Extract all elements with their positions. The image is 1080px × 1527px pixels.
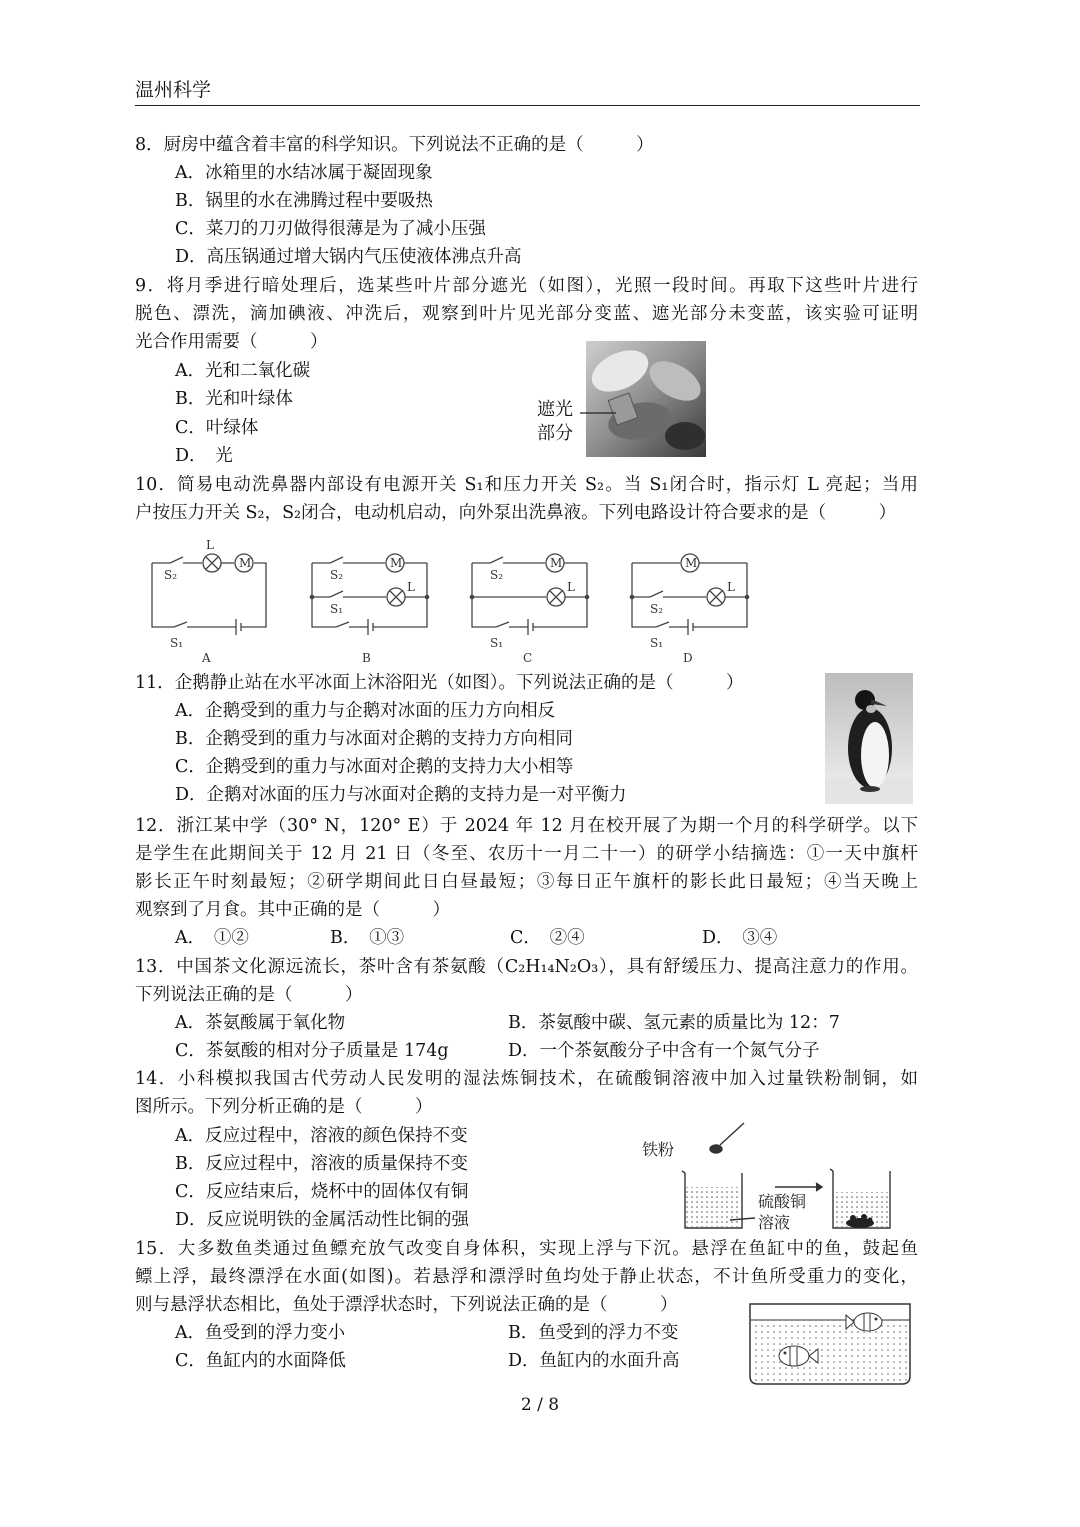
- leaf-photo: [580, 341, 706, 457]
- circuit-a-s2-label: S₂: [164, 568, 178, 582]
- q13-option-a: A．茶氨酸属于氧化物: [175, 1013, 346, 1033]
- circuit-d-caption: D: [683, 651, 693, 665]
- q9-stem-line2: 脱色、漂洗，滴加碘液、冲洗后，观察到叶片见光部分变蓝、遮光部分未变蓝，该实验可证明: [135, 304, 918, 324]
- q15-option-b: B．鱼受到的浮力不变: [508, 1323, 679, 1343]
- circuit-b-lamp-label: L: [407, 580, 415, 594]
- q11-option-d: D．企鹅对冰面的压力与冰面对企鹅的支持力是一对平衡力: [175, 785, 627, 805]
- copper-experiment-figure: [640, 1115, 920, 1240]
- q13-option-d: D．一个茶氨酸分子中含有一个氮气分子: [508, 1041, 820, 1061]
- page-number: 2 / 8: [520, 1395, 560, 1415]
- circuit-d-s1-label: S₁: [650, 636, 664, 650]
- q15-option-a: A．鱼受到的浮力变小: [175, 1323, 346, 1343]
- q8-option-b: B．锅里的水在沸腾过程中要吸热: [175, 191, 433, 211]
- q14-option-b: B．反应过程中，溶液的质量保持不变: [175, 1154, 468, 1174]
- q14-stem-line1: 14．小科模拟我国古代劳动人民发明的湿法炼铜技术，在硫酸铜溶液中加入过量铁粉制铜，如: [135, 1069, 918, 1089]
- circuit-a-caption: A: [202, 651, 211, 665]
- q15-stem-line2: 鳔上浮，最终漂浮在水面(如图)。若悬浮和漂浮时鱼均处于静止状态，不计鱼所受重力的变化，: [135, 1267, 918, 1287]
- circuit-b-s2-label: S₂: [330, 568, 344, 582]
- q11-option-c: C．企鹅受到的重力与冰面对企鹅的支持力大小相等: [175, 757, 574, 777]
- q15-stem-line1: 15．大多数鱼类通过鱼鳔充放气改变自身体积，实现上浮与下沉。悬浮在鱼缸中的鱼，鼓起鱼: [135, 1239, 918, 1259]
- q9-stem-line3: 光合作用需要（ ）: [135, 332, 328, 352]
- circuit-d-lamp-label: L: [727, 580, 735, 594]
- q12-option-c: C． ②④: [510, 928, 585, 948]
- circuit-b-caption: B: [362, 651, 371, 665]
- q11-option-b: B．企鹅受到的重力与冰面对企鹅的支持力方向相同: [175, 729, 573, 749]
- q14-option-d: D．反应说明铁的金属活动性比铜的强: [175, 1210, 470, 1230]
- q15-option-c: C．鱼缸内的水面降低: [175, 1351, 346, 1371]
- q12-stem-line2: 是学生在此期间关于 12 月 21 日（冬至、农历十一月二十一）的研学小结摘选：①一天中旗杆: [135, 844, 918, 864]
- circuit-b-motor-label: M: [390, 556, 403, 570]
- circuit-c-s1-label: S₁: [490, 636, 504, 650]
- q11-stem: 11．企鹅静止站在水平冰面上沐浴阳光（如图）。下列说法正确的是（ ）: [135, 673, 744, 693]
- circuit-c-caption: C: [523, 651, 533, 665]
- q12-stem-line3: 影长正午时刻最短；②研学期间此日白昼最短；③每日正午旗杆的影长此日最短；④当天晚上: [135, 872, 918, 892]
- q14-stem-line2: 图所示。下列分析正确的是（ ）: [135, 1097, 433, 1117]
- q12-option-b: B． ①③: [330, 928, 405, 948]
- circuit-b-s1-label: S₁: [330, 602, 344, 616]
- circuit-d-motor-label: M: [685, 556, 698, 570]
- page-header: 温州科学: [135, 78, 920, 106]
- circuit-c-lamp-label: L: [567, 580, 575, 594]
- q10-stem-line2: 户按压力开关 S₂，S₂闭合，电动机启动，向外泵出洗鼻液。下列电路设计符合要求的是（ ）: [135, 503, 897, 523]
- q8-option-c: C．菜刀的刀刃做得很薄是为了减小压强: [175, 219, 486, 239]
- q9-option-c: C．叶绿体: [175, 418, 259, 438]
- circuit-c-motor-label: M: [550, 556, 563, 570]
- q9-option-a: A．光和二氧化碳: [175, 361, 311, 381]
- q14-option-a: A．反应过程中，溶液的颜色保持不变: [175, 1126, 468, 1146]
- q13-stem-line1: 13．中国茶文化源远流长，茶叶含有茶氨酸（C₂H₁₄N₂O₃），具有舒缓压力、提高注意力的作用。: [135, 957, 918, 977]
- q9-figure-label-2: 部分: [537, 423, 573, 444]
- q9-stem-line1: 9．将月季进行暗处理后，选某些叶片部分遮光（如图），光照一段时间。再取下这些叶片进行: [135, 276, 918, 296]
- q9-figure-label-1: 遮光: [537, 399, 573, 420]
- iron-powder-label: 铁粉: [642, 1140, 675, 1159]
- q9-option-b: B．光和叶绿体: [175, 389, 293, 409]
- q8-option-d: D．高压锅通过增大锅内气压使液体沸点升高: [175, 247, 522, 267]
- circuit-diagrams: [140, 535, 920, 670]
- q14-option-c: C．反应结束后，烧杯中的固体仅有铜: [175, 1182, 469, 1202]
- fish-tank-figure: [748, 1300, 913, 1388]
- q8-stem: 8．厨房中蕴含着丰富的科学知识。下列说法不正确的是（ ）: [135, 135, 654, 155]
- q15-stem-line3: 则与悬浮状态相比，鱼处于漂浮状态时，下列说法正确的是（ ）: [135, 1295, 678, 1315]
- q10-stem-line1: 10．简易电动洗鼻器内部设有电源开关 S₁和压力开关 S₂。当 S₁闭合时，指示灯 L 亮起；当用: [135, 475, 918, 495]
- q8-option-a: A．冰箱里的水结冰属于凝固现象: [175, 163, 433, 183]
- q12-stem-line4: 观察到了月食。其中正确的是（ ）: [135, 900, 450, 920]
- circuit-d-s2-label: S₂: [650, 602, 664, 616]
- circuit-a-s1-label: S₁: [170, 636, 184, 650]
- copper-sulfate-label-1: 硫酸铜: [758, 1192, 807, 1211]
- q9-option-d: D． 光: [175, 446, 233, 466]
- q13-option-c: C．茶氨酸的相对分子质量是 174g: [175, 1041, 449, 1061]
- penguin-photo: [825, 673, 913, 804]
- q12-option-d: D． ③④: [702, 928, 778, 948]
- circuit-c-s2-label: S₂: [490, 568, 504, 582]
- q13-stem-line2: 下列说法正确的是（ ）: [135, 985, 363, 1005]
- q12-option-a: A． ①②: [175, 928, 249, 948]
- copper-sulfate-label-2: 溶液: [758, 1213, 791, 1232]
- circuit-a-lamp-label: L: [206, 538, 214, 552]
- q11-option-a: A．企鹅受到的重力与企鹅对冰面的压力方向相反: [175, 701, 556, 721]
- q13-option-b: B．茶氨酸中碳、氢元素的质量比为 12：7: [508, 1013, 840, 1033]
- q15-option-d: D．鱼缸内的水面升高: [508, 1351, 680, 1371]
- q12-stem-line1: 12．浙江某中学（30° N，120° E）于 2024 年 12 月在校开展了为期一个月的科学研学。以下: [135, 816, 918, 836]
- circuit-a-motor-label: M: [239, 556, 252, 570]
